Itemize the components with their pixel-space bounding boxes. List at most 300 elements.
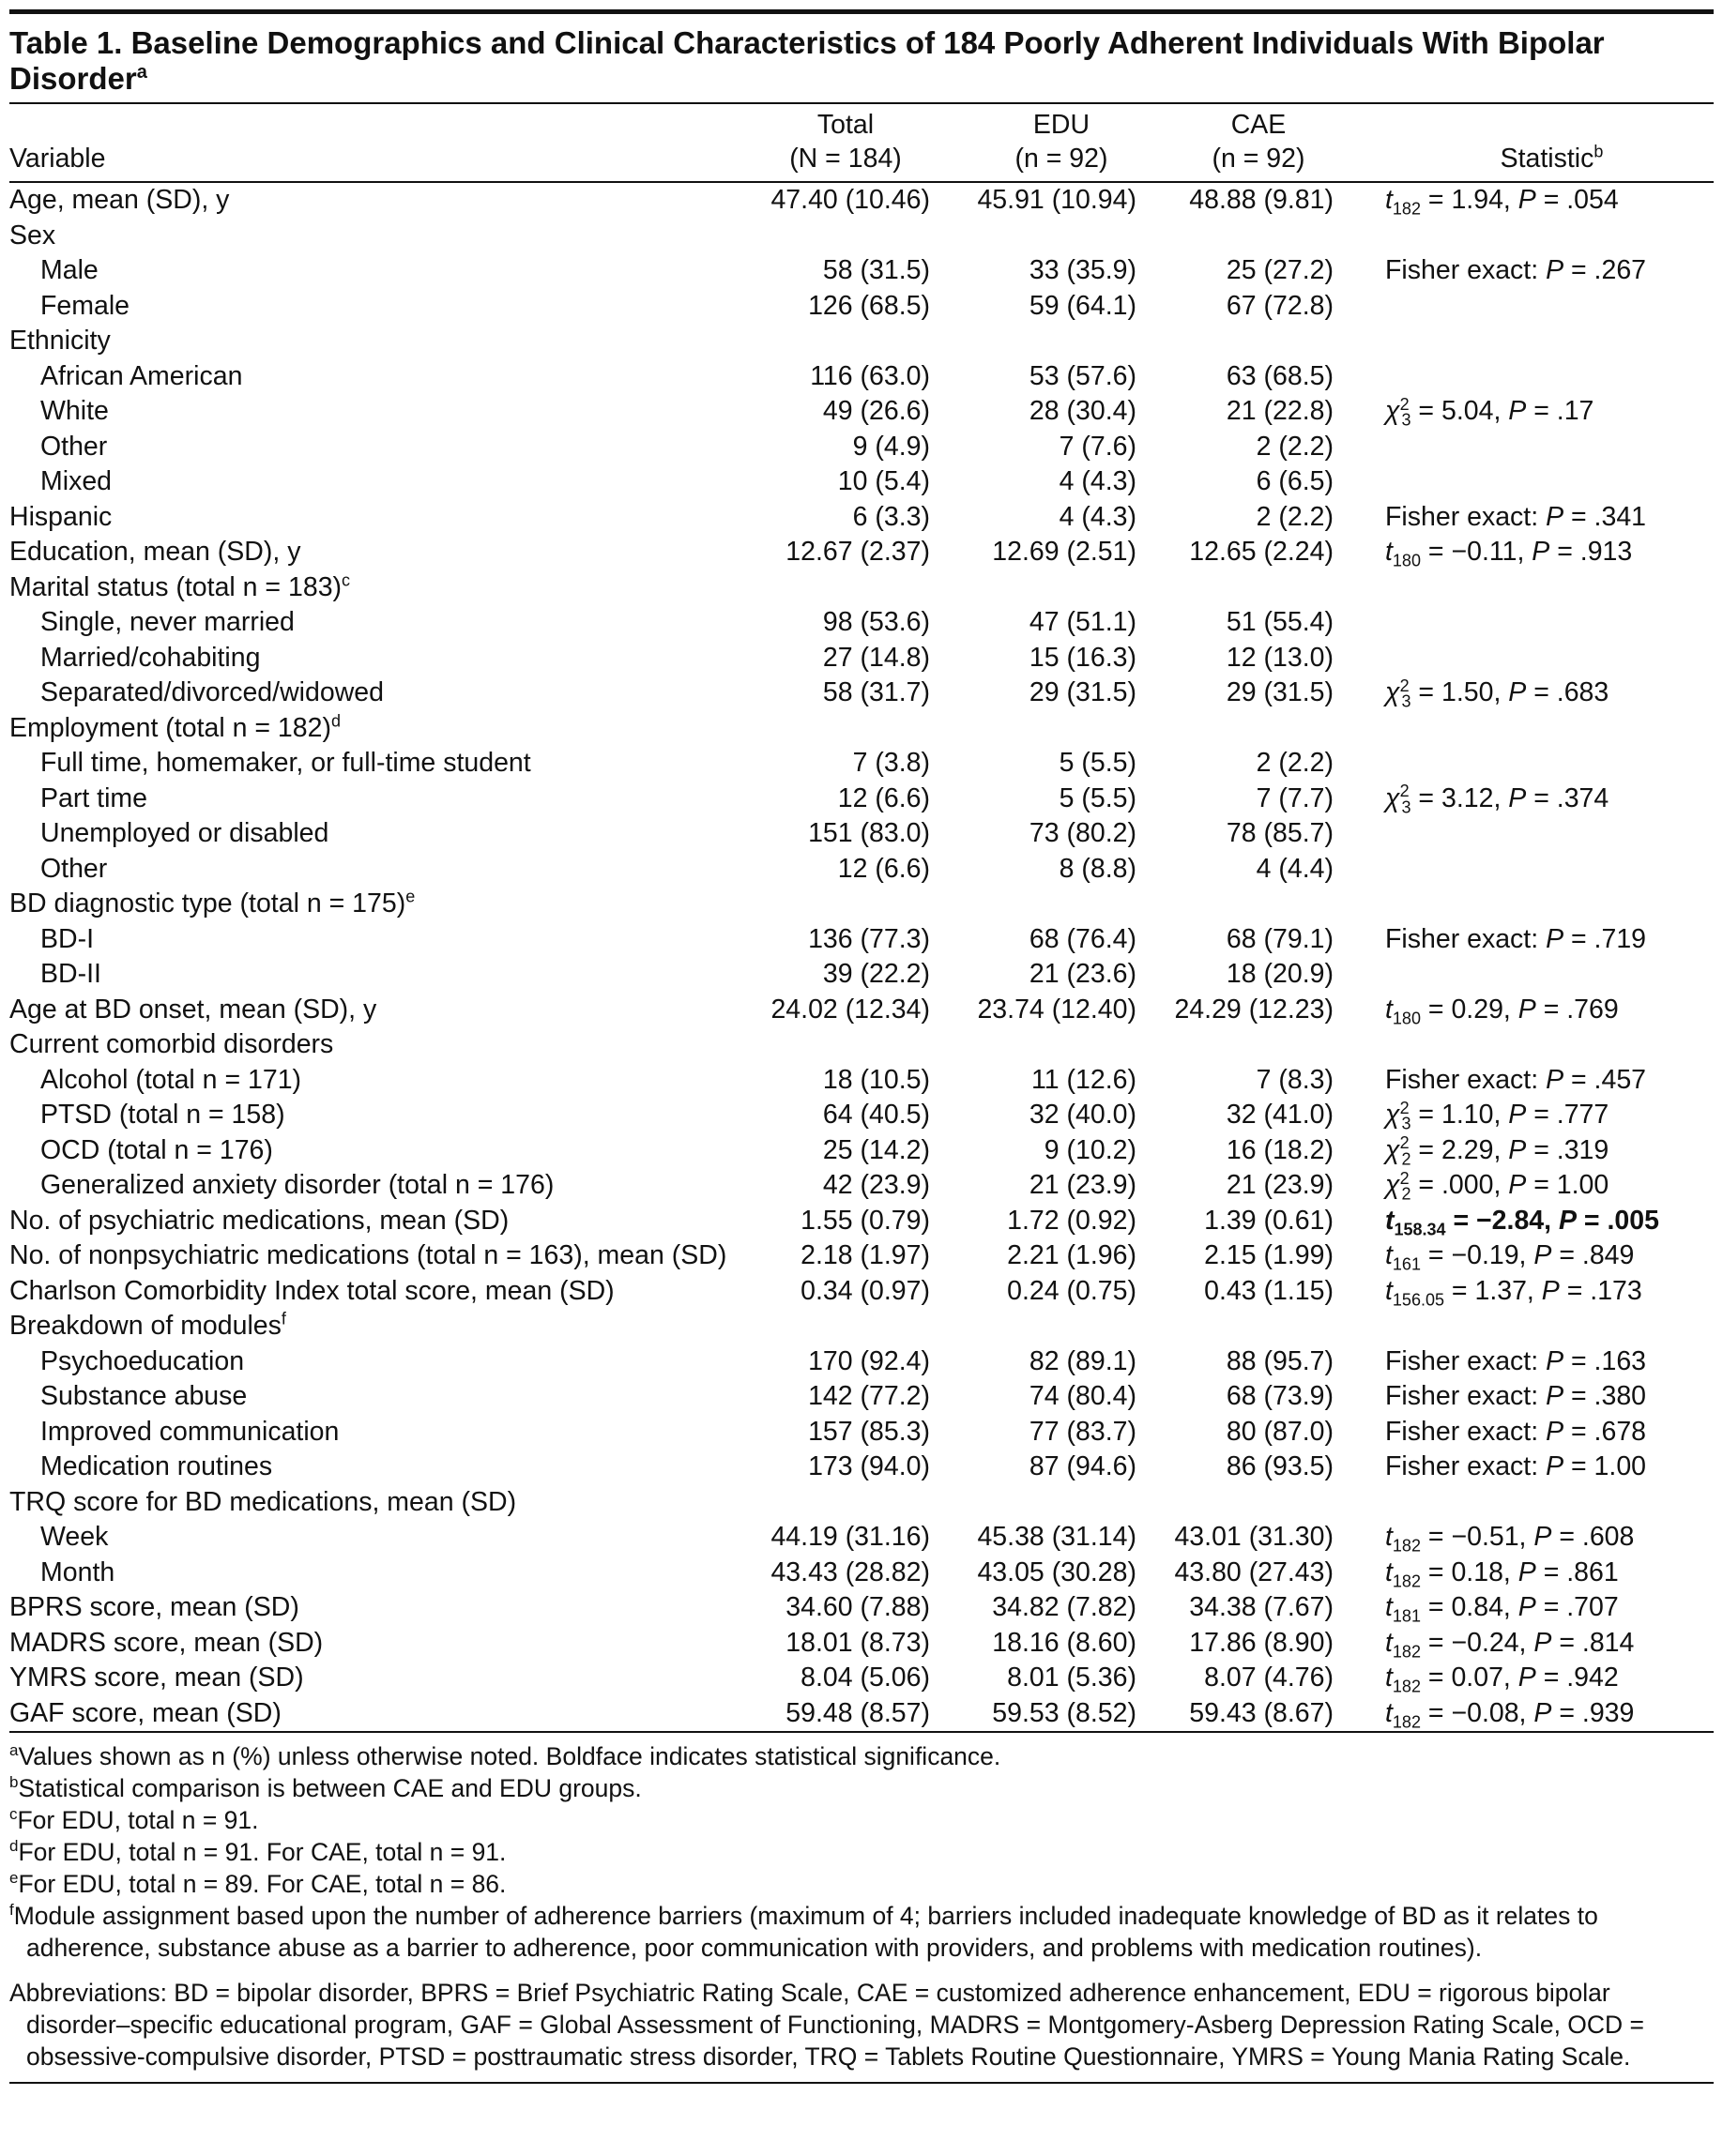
- stat-p-value: = .861: [1535, 1556, 1619, 1587]
- row-label-text: Alcohol (total n = 171): [40, 1064, 302, 1095]
- table-row: [9, 993, 1714, 1028]
- cell-total: 136 (77.3): [808, 923, 930, 954]
- row-label-text: OCD (total n = 176): [40, 1134, 273, 1165]
- row-label: [9, 852, 733, 888]
- row-label-text: Breakdown of modules: [9, 1311, 282, 1341]
- cell-edu: 59 (64.1): [1029, 290, 1136, 321]
- stat-p-symbol: P: [1508, 677, 1527, 707]
- cell-statistic: [1352, 1626, 1714, 1662]
- header-cae-label: CAE: [1230, 110, 1287, 140]
- cell-edu: 43.05 (30.28): [977, 1556, 1136, 1587]
- stat-value: = 0.18,: [1420, 1556, 1518, 1587]
- row-label: [9, 993, 733, 1028]
- cell-statistic: [1352, 535, 1714, 570]
- row-label: [9, 1520, 733, 1556]
- stat-p-value: = .719: [1563, 923, 1647, 954]
- cell-total: [733, 219, 958, 254]
- cell-cae: 59.43 (8.67): [1189, 1697, 1334, 1728]
- stat-p-symbol: P: [1546, 923, 1564, 954]
- header-edu-n: (n = 92): [1014, 144, 1108, 174]
- row-label: [9, 1485, 733, 1521]
- row-label: [9, 641, 733, 676]
- cell-edu: [958, 324, 1165, 359]
- table-row: [9, 1309, 1714, 1344]
- cell-statistic: [1352, 359, 1714, 395]
- header-total-label: Total: [816, 110, 875, 140]
- cell-total: 27 (14.8): [822, 642, 930, 673]
- row-label-text: BD-I: [40, 923, 94, 954]
- row-label-text: Month: [40, 1556, 115, 1587]
- stat-p-value: = .939: [1551, 1697, 1635, 1728]
- stat-value: = −0.51,: [1420, 1522, 1534, 1552]
- stat-subscript: 181: [1392, 1606, 1421, 1626]
- bottom-rule: [9, 2082, 1714, 2084]
- cell-edu: 28 (30.4): [1029, 396, 1136, 426]
- cell-edu: [958, 219, 1165, 254]
- cell-edu: 5 (5.5): [1059, 748, 1136, 778]
- stat-subscript: 2: [1401, 1184, 1411, 1204]
- cell-statistic: [1352, 1556, 1714, 1591]
- stat-variable: t: [1385, 537, 1393, 567]
- cell-cae: [1165, 1485, 1352, 1521]
- stat-variable: χ: [1385, 1170, 1400, 1200]
- table-row: [9, 1590, 1714, 1626]
- cell-edu: 45.91 (10.94): [977, 185, 1136, 215]
- stat-variable: t: [1385, 1522, 1393, 1552]
- cell-edu: 0.24 (0.75): [1007, 1275, 1136, 1306]
- cell-total: 18 (10.5): [822, 1064, 930, 1095]
- row-label: [9, 182, 733, 219]
- cell-cae: 4 (4.4): [1256, 853, 1334, 884]
- cell-total: 42 (23.9): [822, 1170, 930, 1200]
- stat-p-value: = .769: [1535, 994, 1619, 1025]
- table-row: [9, 1027, 1714, 1063]
- table-title: [9, 14, 1714, 102]
- row-label-text: Female: [40, 290, 130, 321]
- row-label-text: Age at BD onset, mean (SD), y: [9, 994, 377, 1025]
- stat-p-value: = .683: [1526, 677, 1609, 707]
- footnote-mark: f: [9, 1901, 14, 1920]
- cell-edu: 87 (94.6): [1029, 1451, 1136, 1481]
- stat-p-symbol: P: [1533, 1240, 1552, 1270]
- cell-total: 9 (4.9): [852, 431, 930, 462]
- row-label: [9, 535, 733, 570]
- row-label: [9, 782, 733, 817]
- table-row: [9, 430, 1714, 465]
- cell-statistic: [1352, 1344, 1714, 1380]
- table-row: [9, 1274, 1714, 1310]
- row-label: [9, 711, 733, 747]
- stat-variable: t: [1385, 1627, 1393, 1658]
- stat-p-value: = .054: [1535, 185, 1619, 215]
- row-label: [9, 1590, 733, 1626]
- row-label: [9, 1027, 733, 1063]
- row-label: [9, 1556, 733, 1591]
- table-row: [9, 500, 1714, 536]
- stat-subscript: 180: [1392, 1009, 1421, 1028]
- table-row: [9, 1204, 1714, 1239]
- table-row: [9, 219, 1714, 254]
- cell-statistic: [1352, 676, 1714, 711]
- cell-statistic: [1352, 1485, 1714, 1521]
- footnote-text: Values shown as n (%) unless otherwise noted. Boldface indicates statistical significance.: [18, 1742, 1001, 1770]
- footnote: [9, 1900, 1714, 1964]
- cell-statistic: [1352, 1696, 1714, 1732]
- cell-cae: 18 (20.9): [1226, 959, 1334, 989]
- cell-total: 2.18 (1.97): [801, 1240, 930, 1270]
- cell-statistic: [1352, 887, 1714, 922]
- cell-statistic: [1352, 1168, 1714, 1204]
- table-row: [9, 641, 1714, 676]
- row-label: [9, 1204, 733, 1239]
- table-row: [9, 676, 1714, 711]
- cell-edu: [958, 570, 1165, 606]
- cell-statistic: [1352, 1027, 1714, 1063]
- table-row: [9, 782, 1714, 817]
- stat-p-value: = .777: [1526, 1100, 1609, 1130]
- stat-variable: χ: [1385, 677, 1400, 707]
- row-label-text: White: [40, 396, 109, 426]
- cell-total: 157 (85.3): [808, 1416, 930, 1447]
- cell-statistic: [1352, 430, 1714, 465]
- table-row: [9, 1168, 1714, 1204]
- stat-variable: t: [1385, 1697, 1393, 1728]
- cell-edu: 32 (40.0): [1029, 1100, 1136, 1130]
- cell-cae: 7 (8.3): [1256, 1064, 1334, 1095]
- stat-p-value: = .173: [1559, 1275, 1642, 1306]
- stat-p-value: = .678: [1563, 1416, 1647, 1447]
- cell-statistic: [1352, 289, 1714, 325]
- stat-variable: t: [1385, 1240, 1393, 1270]
- cell-edu: 5 (5.5): [1059, 782, 1136, 813]
- row-label: [9, 887, 733, 922]
- cell-total: 12 (6.6): [837, 782, 930, 813]
- stat-p-symbol: P: [1541, 1275, 1560, 1306]
- stat-p-symbol: P: [1508, 1100, 1527, 1130]
- cell-total: 142 (77.2): [808, 1381, 930, 1411]
- cell-cae: [1165, 324, 1352, 359]
- footnote-mark: c: [9, 1805, 18, 1824]
- header-statistic: [1352, 104, 1714, 182]
- cell-cae: 67 (72.8): [1226, 290, 1334, 321]
- cell-statistic: [1352, 570, 1714, 606]
- row-label-text: BPRS score, mean (SD): [9, 1592, 299, 1622]
- stat-p-symbol: P: [1508, 396, 1527, 426]
- cell-cae: [1165, 219, 1352, 254]
- stat-superscript: 2: [1399, 394, 1410, 414]
- row-label-text: Charlson Comorbidity Index total score, mean (SD): [9, 1275, 615, 1306]
- row-label: [9, 1274, 733, 1310]
- cell-edu: 53 (57.6): [1029, 360, 1136, 391]
- stat-subscript: 180: [1392, 551, 1421, 570]
- cell-edu: 82 (89.1): [1029, 1345, 1136, 1376]
- cell-statistic: [1352, 1238, 1714, 1274]
- table-row: [9, 182, 1714, 219]
- cell-cae: 2 (2.2): [1256, 431, 1334, 462]
- stat-p-value: = .913: [1549, 537, 1633, 567]
- header-cae-n: (n = 92): [1212, 144, 1305, 174]
- row-label-text: Sex: [9, 220, 56, 251]
- cell-cae: 29 (31.5): [1226, 677, 1334, 707]
- cell-cae: 25 (27.2): [1226, 255, 1334, 285]
- cell-total: 43.43 (28.82): [770, 1556, 930, 1587]
- data-table: [9, 104, 1714, 1731]
- row-label-footnote: d: [330, 711, 341, 730]
- cell-cae: 68 (79.1): [1226, 923, 1334, 954]
- cell-statistic: [1352, 993, 1714, 1028]
- stat-value: = 0.84,: [1420, 1592, 1518, 1622]
- stat-variable: χ: [1385, 1100, 1400, 1130]
- cell-total: [733, 1309, 958, 1344]
- table-row: [9, 359, 1714, 395]
- stat-subscript: 182: [1392, 199, 1421, 219]
- stat-p-symbol: P: [1517, 1556, 1536, 1587]
- cell-cae: 1.39 (0.61): [1204, 1205, 1334, 1236]
- footnotes: [9, 1733, 1714, 1964]
- cell-statistic: [1352, 1450, 1714, 1485]
- stat-value: = 2.29,: [1410, 1134, 1509, 1165]
- table-row: [9, 957, 1714, 993]
- cell-total: 25 (14.2): [822, 1134, 930, 1165]
- cell-total: 8.04 (5.06): [801, 1663, 930, 1693]
- cell-edu: 33 (35.9): [1029, 255, 1136, 285]
- cell-statistic: [1352, 605, 1714, 641]
- cell-statistic: [1352, 394, 1714, 430]
- row-label: [9, 1696, 733, 1732]
- row-label-text: Substance abuse: [40, 1381, 248, 1411]
- stat-variable: t: [1385, 1592, 1393, 1622]
- cell-total: 64 (40.5): [822, 1100, 930, 1130]
- stat-subscript: 182: [1392, 1642, 1421, 1662]
- cell-statistic: [1352, 852, 1714, 888]
- table-row: [9, 464, 1714, 500]
- cell-cae: [1165, 1027, 1352, 1063]
- row-label-text: Other: [40, 853, 108, 884]
- row-label-text: Medication routines: [40, 1451, 273, 1481]
- cell-cae: 78 (85.7): [1226, 818, 1334, 848]
- footnote: [9, 1836, 1714, 1868]
- row-label: [9, 676, 733, 711]
- stat-prefix: Fisher exact:: [1385, 1451, 1547, 1481]
- row-label-text: Mixed: [40, 466, 113, 496]
- stat-p-symbol: P: [1546, 1451, 1564, 1481]
- cell-cae: 24.29 (12.23): [1174, 994, 1334, 1025]
- cell-cae: 43.80 (27.43): [1174, 1556, 1334, 1587]
- footnote-mark: d: [9, 1837, 19, 1856]
- table-row: [9, 1520, 1714, 1556]
- cell-cae: 34.38 (7.67): [1189, 1592, 1334, 1622]
- footnote-text: For EDU, total n = 91.: [17, 1806, 259, 1834]
- cell-cae: [1165, 711, 1352, 747]
- stat-p-value: = .380: [1563, 1381, 1647, 1411]
- table-row: [9, 1661, 1714, 1696]
- cell-cae: 16 (18.2): [1226, 1134, 1334, 1165]
- cell-statistic: [1352, 1309, 1714, 1344]
- stat-subscript: 2: [1401, 1149, 1411, 1169]
- stat-value: = 0.07,: [1420, 1663, 1518, 1693]
- cell-edu: 21 (23.6): [1029, 959, 1136, 989]
- cell-cae: 17.86 (8.90): [1189, 1627, 1334, 1658]
- stat-p-value: = .17: [1526, 396, 1594, 426]
- row-label-text: Part time: [40, 782, 148, 813]
- cell-total: 98 (53.6): [822, 607, 930, 637]
- title-footnote-mark: a: [136, 62, 147, 83]
- stat-value: = −2.84,: [1445, 1205, 1559, 1236]
- stat-p-symbol: P: [1546, 1416, 1564, 1447]
- stat-p-value: = .707: [1535, 1592, 1619, 1622]
- cell-edu: 1.72 (0.92): [1007, 1205, 1136, 1236]
- row-label-text: Separated/divorced/widowed: [40, 677, 384, 707]
- stat-p-symbol: P: [1546, 1064, 1564, 1095]
- cell-statistic: [1352, 1661, 1714, 1696]
- header-total: [733, 104, 958, 182]
- cell-cae: 32 (41.0): [1226, 1100, 1334, 1130]
- header-statistic-label: Statistic: [1500, 144, 1594, 174]
- cell-statistic: [1352, 1379, 1714, 1415]
- cell-statistic: [1352, 1415, 1714, 1450]
- cell-total: [733, 1485, 958, 1521]
- cell-statistic: [1352, 182, 1714, 219]
- stat-value: = −0.11,: [1420, 537, 1532, 567]
- stat-value: = −0.19,: [1420, 1240, 1534, 1270]
- row-label-text: Hispanic: [9, 501, 113, 532]
- stat-p-value: = 1.00: [1526, 1170, 1609, 1200]
- row-label-text: Current comorbid disorders: [9, 1029, 334, 1059]
- stat-subscript: 3: [1401, 410, 1411, 430]
- cell-total: 34.60 (7.88): [785, 1592, 930, 1622]
- cell-edu: 47 (51.1): [1029, 607, 1136, 637]
- cell-edu: 73 (80.2): [1029, 818, 1136, 848]
- row-label-text: Male: [40, 255, 99, 285]
- footnote: [9, 1804, 1714, 1836]
- row-label-text: TRQ score for BD medications, mean (SD): [9, 1486, 517, 1517]
- cell-total: 49 (26.6): [822, 396, 930, 426]
- stat-value: = 3.12,: [1410, 782, 1509, 813]
- row-label-text: Improved communication: [40, 1416, 340, 1447]
- cell-edu: [958, 1309, 1165, 1344]
- row-label: [9, 922, 733, 958]
- row-label-text: Employment (total n = 182): [9, 712, 331, 743]
- cell-total: 47.40 (10.46): [770, 185, 930, 215]
- stat-variable: t: [1385, 994, 1393, 1025]
- table-row: [9, 1063, 1714, 1099]
- stat-p-symbol: P: [1533, 1627, 1552, 1658]
- cell-statistic: [1352, 1133, 1714, 1169]
- stat-subscript: 156.05: [1392, 1290, 1444, 1310]
- cell-statistic: [1352, 641, 1714, 676]
- cell-edu: 4 (4.3): [1059, 501, 1136, 532]
- row-label: [9, 359, 733, 395]
- table-row: [9, 887, 1714, 922]
- cell-cae: 43.01 (31.30): [1174, 1522, 1334, 1552]
- stat-value: = 1.94,: [1420, 185, 1518, 215]
- footnote-text: For EDU, total n = 91. For CAE, total n = 91.: [18, 1838, 507, 1866]
- header-total-n: (N = 184): [789, 144, 902, 174]
- stat-variable: t: [1385, 1275, 1393, 1306]
- cell-statistic: [1352, 253, 1714, 289]
- cell-statistic: [1352, 219, 1714, 254]
- table-row: [9, 746, 1714, 782]
- cell-total: 58 (31.7): [822, 677, 930, 707]
- cell-total: [733, 887, 958, 922]
- stat-p-symbol: P: [1517, 1663, 1536, 1693]
- cell-edu: 59.53 (8.52): [992, 1697, 1136, 1728]
- row-label-text: Other: [40, 431, 108, 462]
- stat-prefix: Fisher exact:: [1385, 501, 1547, 532]
- row-label: [9, 957, 733, 993]
- stat-subscript: 182: [1392, 1571, 1421, 1591]
- cell-cae: 12 (13.0): [1226, 642, 1334, 673]
- cell-total: 0.34 (0.97): [801, 1275, 930, 1306]
- cell-statistic: [1352, 922, 1714, 958]
- cell-edu: [958, 887, 1165, 922]
- stat-value: = 0.29,: [1420, 994, 1518, 1025]
- cell-edu: 8 (8.8): [1059, 853, 1136, 884]
- footnote: [9, 1740, 1714, 1772]
- row-label: [9, 1344, 733, 1380]
- cell-edu: [958, 711, 1165, 747]
- stat-prefix: Fisher exact:: [1385, 255, 1547, 285]
- cell-cae: 80 (87.0): [1226, 1416, 1334, 1447]
- stat-p-symbol: P: [1508, 1134, 1527, 1165]
- table-row: [9, 1133, 1714, 1169]
- stat-value: = −0.24,: [1420, 1627, 1534, 1658]
- row-label: [9, 1415, 733, 1450]
- row-label: [9, 219, 733, 254]
- table-row: [9, 1626, 1714, 1662]
- row-label: [9, 1309, 733, 1344]
- cell-cae: 0.43 (1.15): [1204, 1275, 1334, 1306]
- cell-total: 18.01 (8.73): [785, 1627, 930, 1658]
- footnote-text: For EDU, total n = 89. For CAE, total n = 86.: [18, 1870, 507, 1898]
- cell-cae: 7 (7.7): [1256, 782, 1334, 813]
- stat-p-value: = .374: [1526, 782, 1609, 813]
- row-label-text: YMRS score, mean (SD): [9, 1663, 304, 1693]
- cell-total: 58 (31.5): [822, 255, 930, 285]
- cell-statistic: [1352, 464, 1714, 500]
- cell-cae: 2.15 (1.99): [1204, 1240, 1334, 1270]
- cell-edu: 4 (4.3): [1059, 466, 1136, 496]
- cell-total: [733, 570, 958, 606]
- stat-value: = 1.37,: [1443, 1275, 1542, 1306]
- footnote-mark: e: [9, 1869, 19, 1888]
- table-title-text: Table 1. Baseline Demographics and Clinical Characteristics of 184 Poorly Adherent Individuals With Bipolar Disorder: [9, 25, 1605, 96]
- cell-edu: 8.01 (5.36): [1007, 1663, 1136, 1693]
- footnote-mark: b: [9, 1773, 19, 1792]
- cell-statistic: [1352, 816, 1714, 852]
- row-label: [9, 1168, 733, 1204]
- table-row: [9, 535, 1714, 570]
- table-row: [9, 1415, 1714, 1450]
- header-edu: [958, 104, 1165, 182]
- row-label: [9, 1133, 733, 1169]
- cell-edu: 34.82 (7.82): [992, 1592, 1136, 1622]
- cell-total: 151 (83.0): [808, 818, 930, 848]
- row-label: [9, 605, 733, 641]
- cell-total: [733, 711, 958, 747]
- stat-superscript: 2: [1399, 782, 1410, 800]
- stat-variable: t: [1385, 185, 1393, 215]
- cell-cae: 12.65 (2.24): [1189, 537, 1334, 567]
- cell-edu: 21 (23.9): [1029, 1170, 1136, 1200]
- row-label: [9, 1238, 733, 1274]
- row-label: [9, 289, 733, 325]
- cell-cae: [1165, 1309, 1352, 1344]
- cell-cae: 21 (23.9): [1226, 1170, 1334, 1200]
- table-row: [9, 922, 1714, 958]
- row-label: [9, 1379, 733, 1415]
- stat-variable: χ: [1385, 1134, 1400, 1165]
